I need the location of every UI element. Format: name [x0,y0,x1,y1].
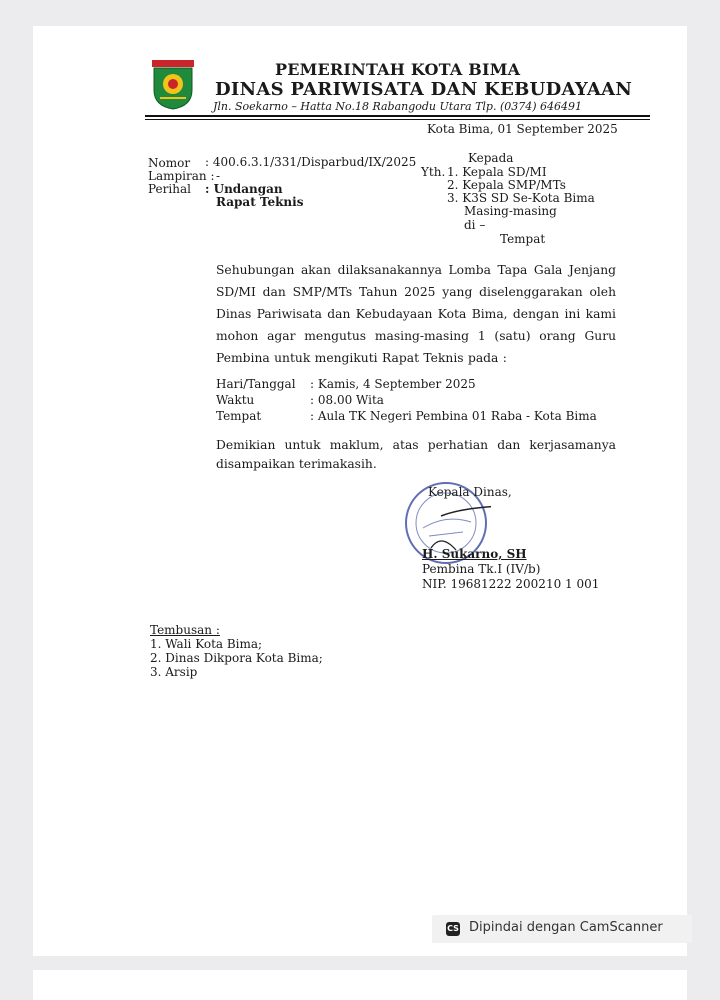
tempat-value: : Aula TK Negeri Pembina 01 Raba - Kota Bima [310,409,597,423]
recipient-yth: Yth. [421,165,446,179]
closing-paragraph: Demikian untuk maklum, atas perhatian dan kerjasamanya disampaikan terimakasih. [216,438,616,471]
tembusan-item-3: 3. Arsip [150,665,198,679]
camscanner-icon: CS [446,922,460,936]
hari-label: Hari/Tanggal [216,377,296,391]
recipient-item-3: 3. K3S SD Se-Kota Bima [447,191,595,205]
letter-page [33,26,687,956]
waktu-label: Waktu [216,393,255,407]
recipient-tempat: Tempat [500,232,546,246]
tempat-label: Tempat [216,409,262,423]
nomor-label: Nomor [148,156,191,170]
perihal-label: Perihal [148,182,191,196]
camscanner-badge [432,915,692,943]
header-line-1: PEMERINTAH KOTA BIMA [275,60,521,79]
signature-rank: Pembina Tk.I (IV/b) [422,562,541,576]
tembusan-item-1: 1. Wali Kota Bima; [150,637,263,651]
tembusan-label: Tembusan : [150,623,220,637]
perihal-value-2: Rapat Teknis [216,195,304,209]
kota-bima-logo-icon [150,60,196,110]
signature-title: Kepala Dinas, [428,485,512,499]
date-line: Kota Bima, 01 September 2025 [427,122,618,136]
hari-value: : Kamis, 4 September 2025 [310,377,476,391]
signature-name: H. Sukarno, SH [422,547,527,561]
next-page-edge [33,970,687,1000]
recipient-item-2: 2. Kepala SMP/MTs [447,178,566,192]
lampiran-label: Lampiran : [148,169,215,183]
recipient-kepada: Kepada [468,151,514,165]
lampiran-value: - [216,169,221,183]
waktu-value: : 08.00 Wita [310,393,384,407]
header-rule-thin [145,119,650,120]
camscanner-text: Dipindai dengan CamScanner [469,920,663,935]
signature-nip: NIP. 19681222 200210 1 001 [422,577,600,591]
tembusan-item-2: 2. Dinas Dikpora Kota Bima; [150,651,323,665]
header-address: Jln. Soekarno – Hatta No.18 Rabangodu Utara Tlp. (0374) 646491 [213,100,583,113]
body-paragraph: Sehubungan akan dilaksanakannya Lomba Tapa Gala Jenjang SD/MI dan SMP/MTs Tahun 2025 yang diselenggarakan oleh Dinas Pariwisata dan Kebudayaan Kota Bima, dengan ini kami mohon agar mengutus masing-masing 1 (satu) orang Guru Pembina untuk mengikuti Rapat Teknis pada : [216,263,616,365]
header-rule-thick [145,115,650,117]
perihal-value-1: : Undangan [205,182,283,196]
recipient-di: di – [464,218,486,232]
header-line-2: DINAS PARIWISATA DAN KEBUDAYAAN [215,79,633,100]
recipient-masing: Masing-masing [464,204,557,218]
nomor-value: : 400.6.3.1/331/Disparbud/IX/2025 [205,155,417,169]
recipient-item-1: 1. Kepala SD/MI [447,165,547,179]
